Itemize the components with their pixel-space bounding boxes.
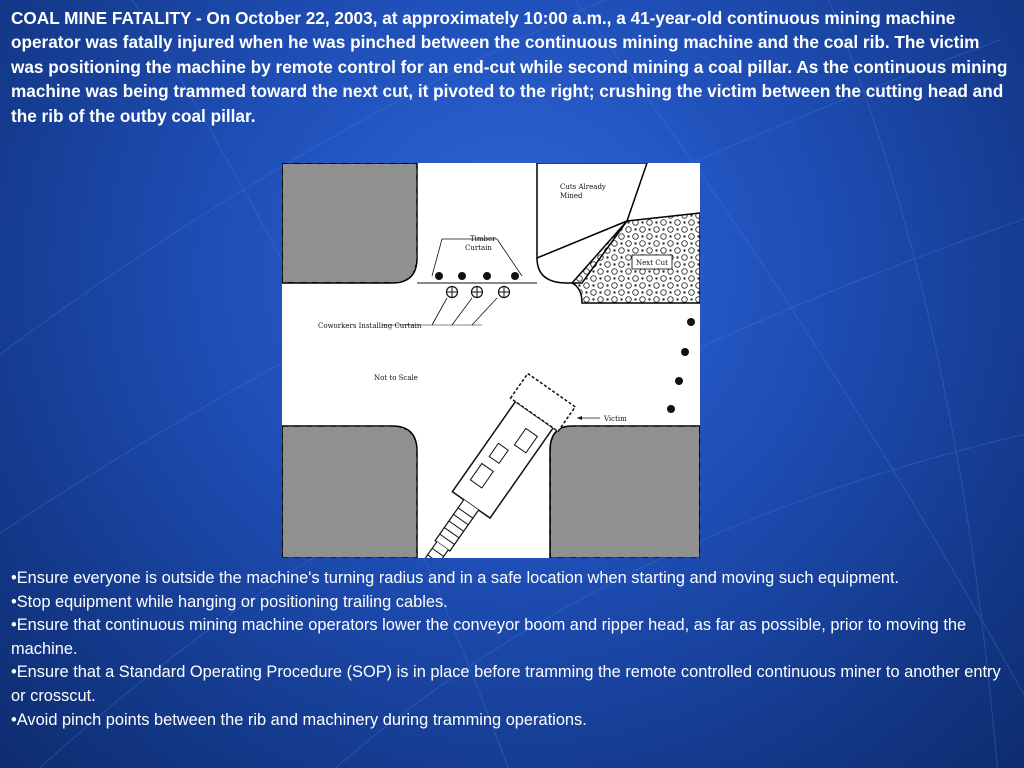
recommendation-item: •Stop equipment while hanging or positioning trailing cables.: [11, 592, 448, 611]
accident-diagram: [282, 163, 700, 558]
recommendation-item: •Ensure that a Standard Operating Procedure (SOP) is in place before tramming the remote controlled continuous miner to another entry or crosscut.: [11, 663, 1001, 705]
coworkers-label: Coworkers Installing Curtain: [318, 322, 422, 330]
curtain-label: Curtain: [465, 244, 492, 252]
cuts-mined-label-1: Cuts Already: [560, 183, 606, 191]
timber-label: Timber: [470, 235, 496, 243]
continuous-mining-machine: [396, 374, 575, 558]
fatality-description: COAL MINE FATALITY - On October 22, 2003, at approximately 10:00 a.m., a 41-year-old continuous mining machine operator was fatally injured when he was pinched between the continuous mining machine and the coal rib. The victim was positioning the machine by remote control for an end-cut while second mining a coal pillar. As the continuous mining machine was being trammed toward the next cut, it pivoted to the right; crushing the victim between the cutting head and the rib of the outby coal pillar.: [11, 8, 1008, 126]
rib-markers: [667, 318, 695, 413]
coal-pillar-top-left: [282, 163, 417, 283]
cuts-mined-label-2: Mined: [560, 192, 583, 200]
accident-diagram-svg: [282, 163, 700, 558]
not-to-scale-label: Not to Scale: [374, 374, 418, 382]
next-cut-label: Next Cut: [636, 259, 668, 267]
coal-pillar-bottom-left: [282, 426, 417, 558]
recommendation-item: •Ensure everyone is outside the machine's turning radius and in a safe location when starting and moving such equipment.: [11, 569, 900, 587]
coal-pillar-bottom-right: [550, 426, 700, 558]
recommendation-item: •Avoid pinch points between the rib and machinery during tramming operations.: [11, 710, 587, 729]
victim-label: Victim: [604, 415, 627, 423]
recommendation-item: •Ensure that continuous mining machine operators lower the conveyor boom and ripper head, as far as possible, prior to moving the machine.: [11, 616, 967, 658]
safety-recommendations: [11, 567, 1015, 732]
